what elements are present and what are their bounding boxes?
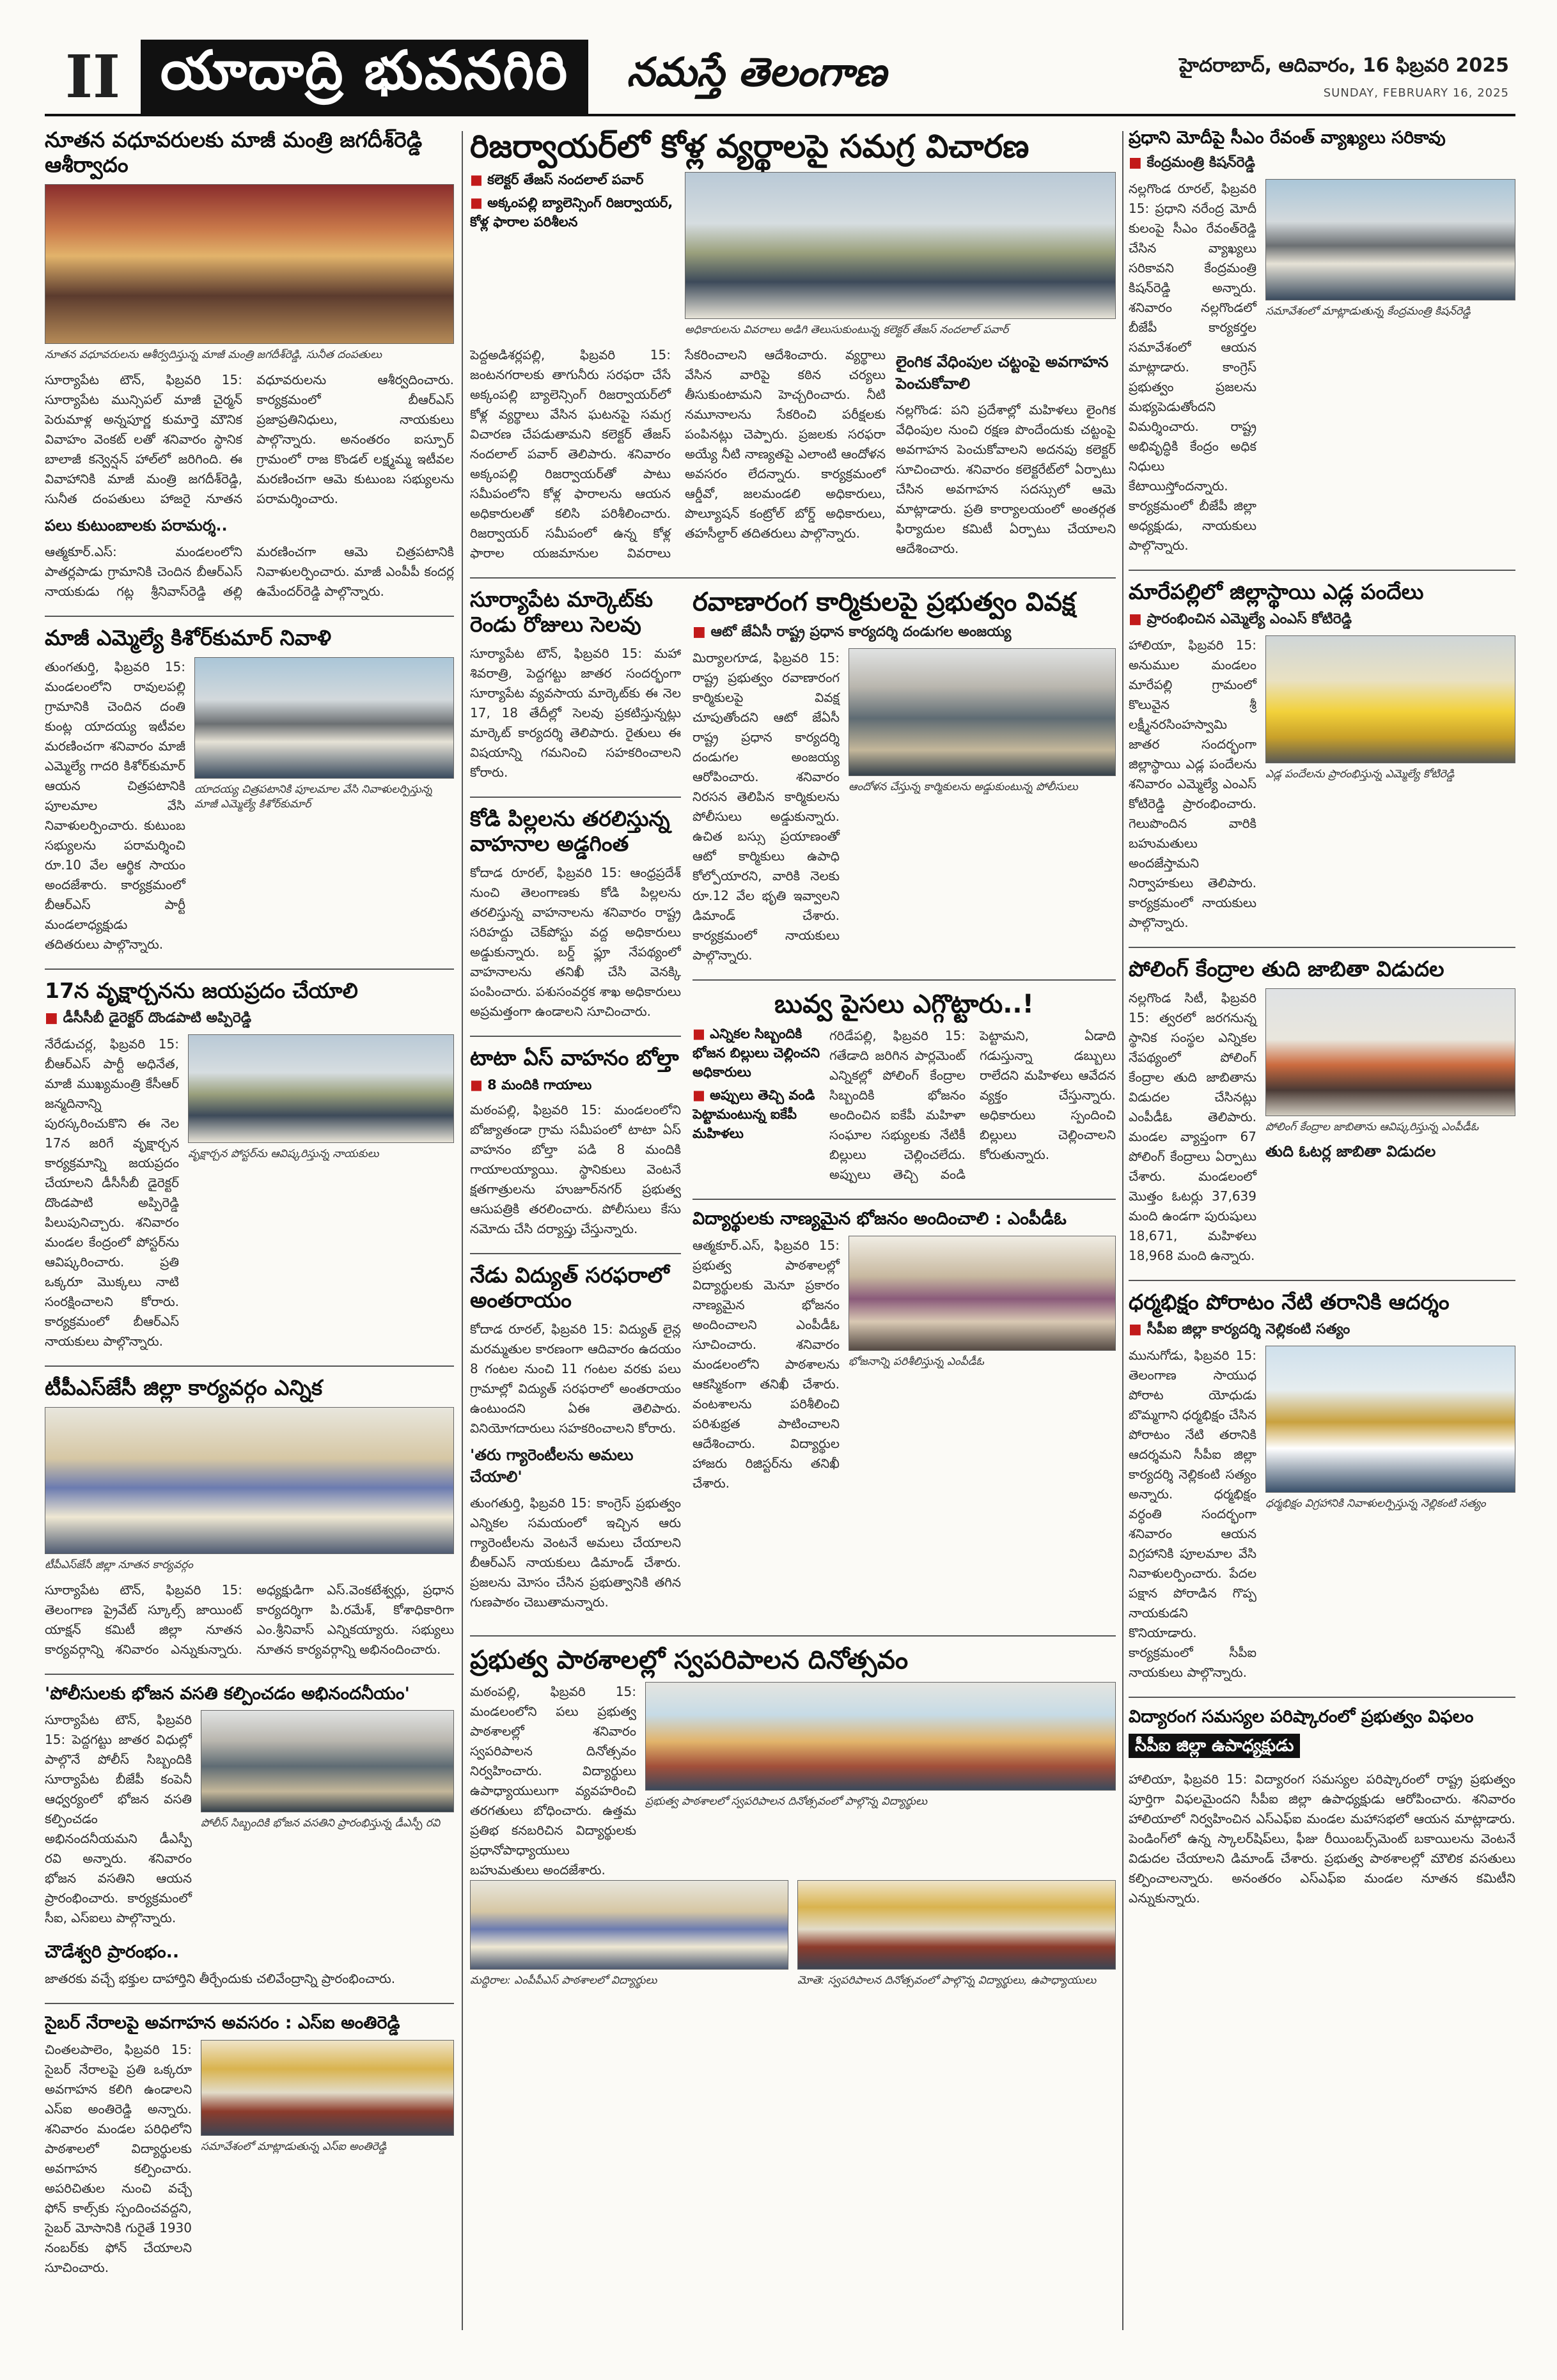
divider: [470, 577, 1116, 579]
headline: విద్యారంగ సమస్యల పరిష్కారంలో ప్రభుత్వం విఫలం: [1129, 1706, 1474, 1727]
headline: ప్రధాని మోదీపై సీఎం రేవంత్ వ్యాఖ్యలు సరికావు: [1129, 128, 1446, 148]
story-body: తుంగతుర్తి, ఫిబ్రవరి 15: మండలంలోని రావులపల్లి గ్రామానికి చెందిన దంతి కుంట్ల యాదయ్య ఇటీవల మరణించగా శనివారం మాజీ ఎమ్మెల్యే గాదరి కిశోర్‌కుమార్ ఆయన చిత్రపటానికి పూలమాల వేసి నివాళులర్పించారు. కుటుంబ సభ్యులను పరామర్శించి రూ.10 వేల ఆర్థిక సాయం అందజేశారు. కార్యక్రమంలో బీఆర్‌ఎస్ పార్టీ మండలాధ్యక్షుడు తదితరులు పాల్గొన్నారు.: [45, 658, 185, 952]
photo-caption: భోజనాన్ని పరిశీలిస్తున్న ఎంపీడీఓ: [849, 1355, 984, 1369]
date-telugu: హైదరాబాద్, ఆదివారం, 16 ఫిబ్రవరి 2025: [1179, 54, 1509, 77]
story-body: పెద్దఅడిశర్లపల్లి, ఫిబ్రవరి 15: జంటనగరాలకు తాగునీరు సరఫరా చేసే అక్కంపల్లి బ్యాలెన్సింగ్ రిజర్వాయర్‌లో కోళ్ల వ్యర్థాలు వేసిన ఘటనపై సమగ్ర విచారణ చేపడుతామని కలెక్టర్ తేజస్ నందలాల్ పవార్ తెలిపారు. శనివారం అక్కంపల్లి రిజర్వాయర్‌తో పాటు సమీపంలోని కోళ్ల ఫారాలను ఆయన అధికారులతో కలిసి పరిశీలించారు. రిజర్వాయర్ సమీపంలో ఉన్న కోళ్ల ఫారాల యజమానుల వివరాలు సేకరించాలని ఆదేశించారు. వ్యర్థాలు వేసిన వారిపై కఠిన చర్యలు తీసుకుంటామని హెచ్చరించారు. నీటి నమూనాలను సేకరించి పరీక్షలకు పంపినట్లు చెప్పారు. ప్రజలకు సరఫరా అయ్యే నీటి నాణ్యతపై ఎలాంటి ఆందోళన అవసరం లేదన్నారు. కార్యక్రమంలో ఆర్డీవో, జలమండలి అధికారులు, పొల్యూషన్ కంట్రోల్ బోర్డ్ అధికారులు, తహసీల్దార్ తదితరులు పాల్గొన్నారు.: [470, 346, 886, 561]
paper-logo: నమస్తే తెలంగాణ: [627, 49, 887, 95]
kicker: ■ అక్కంపల్లి బ్యాలెన్సింగ్ రిజర్వాయర్, కోళ్ల ఫారాల పరిశీలన: [470, 195, 675, 233]
story-body: ఆత్మకూర్.ఎస్: మండలంలోని పాతర్లపాడు గ్రామానికి చెందిన బీఆర్‌ఎస్ నాయకుడు గట్ల శ్రీనివాస్‌రెడ్డి తల్లి మరణించగా ఆమె చిత్రపటానికి నివాళులర్పించారు. మాజీ ఎంపీపీ కందర్ల ఉమేందర్‌రెడ్డి పాల్గొన్నారు.: [45, 543, 454, 599]
poster-photo: [188, 1034, 454, 1143]
story-body: సూర్యాపేట టౌన్, ఫిబ్రవరి 15: తెలంగాణ ప్రైవేట్ స్కూల్స్ జాయింట్ యాక్షన్ కమిటీ జిల్లా నూతన కార్యవర్గాన్ని శనివారం ఎన్నుకున్నారు. అధ్యక్షుడిగా ఎస్.వెంకటేశ్వర్లు, ప్రధాన కార్యదర్శిగా పి.రమేశ్, కోశాధికారిగా ఎం.శ్రీనివాస్ ఎన్నికయ్యారు. సభ్యులు నూతన కార్యవర్గాన్ని అభినందించారు.: [45, 1582, 454, 1657]
wedding-photo: [45, 184, 454, 344]
headline: మాజీ ఎమ్మెల్యే కిశోర్‌కుమార్ నివాళి: [45, 625, 332, 650]
story-chick-vehicles: [470, 807, 681, 1022]
divider: [1129, 570, 1515, 571]
district-banner: యాదాద్రి భువనగిరి: [141, 40, 588, 114]
headline: 17న వృక్షార్చనను జయప్రదం చేయాలి: [45, 978, 358, 1003]
divider: [45, 1365, 454, 1367]
tribute-photo: [194, 657, 454, 779]
side-heading: లైంగిక వేధింపుల చట్టంపై అవగాహన పెంచుకోవాలి: [896, 352, 1109, 393]
kicker: ■ కలెక్టర్ తేజస్ నందలాల్ పవార్: [470, 172, 675, 191]
column-right: [1129, 128, 1515, 1922]
group-photo: [45, 1407, 454, 1554]
column-rule: [1122, 131, 1123, 2330]
headline: చౌడేశ్వరి ప్రారంభం..: [45, 1942, 180, 1963]
story-lead-reservoir: [470, 128, 1116, 563]
protest-photo: [849, 648, 1116, 776]
photo-caption: ధర్మభిక్షం విగ్రహానికి నివాళులర్పిస్తున్న నెల్లికంటి సత్యం: [1265, 1497, 1486, 1510]
story-body: హాలియా, ఫిబ్రవరి 15: విద్యారంగ సమస్యల పరిష్కారంలో రాష్ట్ర ప్రభుత్వం పూర్తిగా విఫలమైందని సీపీఐ జిల్లా ఉపాధ్యక్షుడు ఆరోపించారు. శనివారం హాలియాలో నిర్వహించిన ఎస్‌ఎఫ్‌ఐ మండల మహాసభలో ఆయన మాట్లాడారు. పెండింగ్‌లో ఉన్న స్కాలర్‌షిప్‌లు, ఫీజు రీయింబర్స్‌మెంట్ బకాయిలను వెంటనే విడుదల చేయాలని డిమాండ్ చేశారు. ప్రభుత్వ పాఠశాలల్లో మౌలిక వసతులు కల్పించాలన్నారు. అనంతరం ఎస్‌ఎఫ్‌ఐ మండల నూతన కమిటీని ఎన్నుకున్నారు.: [1129, 1771, 1515, 1906]
lead-headline: రిజర్వాయర్‌లో కోళ్ల వ్యర్థాలపై సమగ్ర విచారణ: [470, 128, 1029, 165]
divider: [45, 1674, 454, 1675]
photo-caption: నూతన వధూవరులను ఆశీర్వదిస్తున్న మాజీ మంత్రి జగదీశ్‌రెడ్డి, సునీత దంపతులు: [45, 348, 382, 361]
story-association: [45, 1376, 454, 1660]
photo-caption: మద్దిరాల: ఎంపీపీఎస్ పాఠశాలలో విద్యార్థులు: [470, 1973, 657, 1987]
side-body: నల్లగొండ: పని ప్రదేశాల్లో మహిళలు లైంగిక వేధింపుల నుంచి రక్షణ పొందేందుకు చట్టంపై అవగాహన పెంచుకోవాలని అదనపు కలెక్టర్ సూచించారు. శనివారం కలెక్టరేట్‌లో ఏర్పాటు చేసిన అవగాహన సదస్సులో ఆమె మాట్లాడారు. ప్రతి కార్యాలయంలో అంతర్గత ఫిర్యాదుల కమిటీ ఏర్పాటు చేయాలని ఆదేశించారు.: [896, 401, 1116, 556]
divider: [45, 2003, 454, 2004]
divider: [1129, 1280, 1515, 1281]
date-english: SUNDAY, FEBRUARY 16, 2025: [1323, 86, 1509, 100]
story-accident: [470, 1046, 681, 1239]
story-body: మిర్యాలగూడ, ఫిబ్రవరి 15: రాష్ట్ర ప్రభుత్వం రవాణారంగ కార్మికులపై వివక్ష చూపుతోందని ఆటో జేఏసీ రాష్ట్ర ప్రధాన కార్యదర్శి దండుగల అంజయ్య ఆరోపించారు. శనివారం నిరసన తెలిపిన కార్మికులను పోలీసులు అడ్డుకున్నారు. ఉచిత బస్సు ప్రయాణంతో ఆటో కార్మికులు ఉపాధి కోల్పోయారని, వారికి నెలకు రూ.12 వేల భృతి ఇవ్వాలని డిమాండ్ చేశారు. కార్యక్రమంలో నాయకులు పాల్గొన్నారు.: [692, 650, 840, 963]
story-vruksharchana: [45, 979, 454, 1351]
subheading: పలు కుటుంబాలకు పరామర్శ..: [45, 516, 228, 534]
story-body: సూర్యాపేట టౌన్, ఫిబ్రవరి 15: సూర్యాపేట మున్సిపల్ మాజీ చైర్మన్ పెరుమాళ్ల అన్నపూర్ణ కుమార్తె మౌనిక వివాహం వెంకట్ లతో శనివారం స్థానిక బాలాజీ కన్వెన్షన్ హాల్‌లో జరిగింది. ఈ వివాహానికి మాజీ మంత్రి జగదీశ్‌రెడ్డి, సునీత దంపతులు హాజరై నూతన వధూవరులను ఆశీర్వదించారు. కార్యక్రమంలో బీఆర్‌ఎస్ ప్రజాప్రతినిధులు, నాయకులు పాల్గొన్నారు. అనంతరం ఐస్పూర్ గ్రామంలో రాజ కొండల్ లక్ష్మమ్మ ఇటీవల మరణించగా ఆమె కుటుంబ సభ్యులను పరామర్శించారు.: [45, 371, 454, 506]
story-body: ఆత్మకూర్.ఎస్, ఫిబ్రవరి 15: ప్రభుత్వ పాఠశాలల్లో విద్యార్థులకు మెనూ ప్రకారం నాణ్యమైన భోజనం అందించాలని ఎంపీడీఓ సూచించారు. శనివారం మండలంలోని పాఠశాలను ఆకస్మికంగా తనిఖీ చేశారు. వంటశాలను పరిశీలించి పరిశుభ్రత పాటించాలని ఆదేశించారు. విద్యార్థుల హాజరు రిజిస్టర్‌ను తనిఖీ చేశారు.: [692, 1238, 840, 1491]
dateline: [1023, 40, 1515, 114]
story-body: సూర్యాపేట టౌన్, ఫిబ్రవరి 15: మహా శివరాత్రి, పెద్దగట్టు జాతర సందర్భంగా సూర్యాపేట వ్యవసాయ మార్కెట్‌కు ఈ నెల 17, 18 తేదీల్లో సెలవు ప్రకటిస్తున్నట్లు మార్కెట్ కార్యదర్శి తెలిపారు. రైతులు ఈ విషయాన్ని గమనించి సహకరించాలని కోరారు.: [470, 645, 681, 780]
headline: నూతన వధూవరులకు మాజీ మంత్రి జగదీశ్‌రెడ్డి ఆశీర్వాదం: [45, 128, 423, 177]
divider: [470, 1036, 681, 1037]
divider: [45, 616, 454, 617]
statue-photo: [1265, 1346, 1515, 1493]
masthead: [45, 40, 1515, 116]
kicker: ■ అప్పులు తెచ్చి వండి పెట్టామంటున్న ఐకేపీ మహిళలు: [692, 1087, 820, 1145]
story-body: సూర్యాపేట టౌన్, ఫిబ్రవరి 15: పెద్దగట్టు జాతర విధుల్లో పాల్గొనే పోలీస్ సిబ్బందికి సూర్యాపేట బీజేపీ కంపెనీ ఆధ్వర్యంలో భోజన వసతి కల్పించడం అభినందనీయమని డీఎస్పీ రవి అన్నారు. శనివారం భోజన వసతిని ఆయన ప్రారంభించారు. కార్యక్రమంలో సీఐ, ఎస్‌ఐలు పాల్గొన్నారు.: [45, 1712, 192, 1926]
photo-caption: యాదయ్య చిత్రపటానికి పూలమాల వేసి నివాళులర్పిస్తున్న మాజీ ఎమ్మెల్యే కిశోర్‌కుమార్: [194, 782, 432, 811]
polling-photo: [1265, 988, 1515, 1116]
photo-caption: టీపీఎస్‌జేసీ జిల్లా నూతన కార్యవర్గం: [45, 1558, 193, 1571]
divider: [1129, 1697, 1515, 1698]
headline: బువ్వ పైసలు ఎగ్గొట్టారు..!: [774, 990, 1034, 1020]
collector-photo: [685, 172, 1116, 319]
photo-caption: ఎడ్ల పందేలను ప్రారంభిస్తున్న ఎమ్మెల్యే కోటిరెడ్డి: [1265, 767, 1455, 781]
story-body: కోదాడ రూరల్, ఫిబ్రవరి 15: ఆంధ్రప్రదేశ్ నుంచి తెలంగాణకు కోడి పిల్లలను తరలిస్తున్న వాహనాలను శనివారం రాష్ట్ర సరిహద్దు చెక్‌పోస్టు వద్ద అధికారులు అడ్డుకున్నారు. బర్డ్ ఫ్లూ నేపథ్యంలో వాహనాలను తనిఖీ చేసి వెనక్కి పంపించారు. పశుసంవర్ధక శాఖ అధికారులు అప్రమత్తంగా ఉండాలని సూచించారు.: [470, 864, 681, 1019]
story-kishan-reddy: [1129, 128, 1515, 556]
divider: [692, 979, 1116, 981]
center-row: [470, 587, 1116, 1626]
headline: టాటా ఏస్ వాహనం బోల్తా: [470, 1045, 679, 1070]
byline-banner: సీపీఐ జిల్లా ఉపాధ్యక్షుడు: [1129, 1734, 1300, 1759]
story-mpdo: [692, 1209, 1116, 1493]
headline: విద్యార్థులకు నాణ్యమైన భోజనం అందించాలి : ఎంపీడీఓ: [692, 1209, 1067, 1229]
story-power-cut: [470, 1263, 681, 1612]
photo-caption: పోలింగ్ కేంద్రాల జాబితాను ఆవిష్కరిస్తున్న ఎంపీడీఓ: [1265, 1120, 1479, 1133]
headline: 'పోలీసులకు భోజన వసతి కల్పించడం అభినందనీయం': [45, 1683, 410, 1704]
photo-caption: వృక్షార్చన పోస్టర్‌ను ఆవిష్కరిస్తున్న నాయకులు: [188, 1147, 379, 1160]
photo-caption: ప్రభుత్వ పాఠశాలలో స్వపరిపాలన దినోత్సవంలో పాల్గొన్న విద్యార్థులు: [645, 1794, 927, 1808]
minister-photo: [1265, 179, 1515, 300]
kicker: ■ ఎన్నికల సిబ్బందికి భోజన బిల్లులు చెల్లించని అధికారులు: [692, 1026, 820, 1084]
story-body: హాలియా, ఫిబ్రవరి 15: అనుముల మండలం మారేపల్లి గ్రామంలో కొలువైన శ్రీ లక్ష్మీనరసింహస్వామి జాతర సందర్భంగా జిల్లాస్థాయి ఎడ్ల పందేలను శనివారం ఎమ్మెల్యే ఎంఎస్ కోటిరెడ్డి ప్రారంభించారు. గెలుపొందిన వారికి బహుమతులు అందజేస్తామని నిర్వాహకులు తెలిపారు. కార్యక్రమంలో నాయకులు పాల్గొన్నారు.: [1129, 637, 1256, 930]
headline: నేడు విద్యుత్ సరఫరాలో అంతరాయం: [470, 1263, 669, 1312]
headline: ధర్మభిక్షం పోరాటం నేటి తరానికి ఆదర్శం: [1129, 1289, 1450, 1314]
subheading: తుది ఓటర్ల జాబితా విడుదల: [1265, 1142, 1436, 1160]
story-wedding: [45, 128, 454, 602]
headline: ప్రభుత్వ పాఠశాలల్లో స్వపరిపాలన దినోత్సవం: [470, 1645, 909, 1675]
byline: ■ సీపీఐ జిల్లా కార్యదర్శి నెల్లికంటి సత్యం: [1129, 1321, 1515, 1341]
headline: రవాణారంగ కార్మికులపై ప్రభుత్వం వివక్ష: [692, 587, 1076, 617]
story-transport-workers: [692, 587, 1116, 965]
page-number: II: [65, 42, 121, 111]
column-center: [470, 128, 1116, 2010]
divider: [692, 1199, 1116, 1200]
story-police-meals: [45, 1684, 454, 1929]
headline: టీపీఎస్‌జేసీ జిల్లా కార్యవర్గం ఎన్నిక: [45, 1375, 323, 1400]
school-photo: [470, 1880, 788, 1970]
story-dharmabhiksham: [1129, 1290, 1515, 1683]
divider: [470, 797, 681, 798]
divider: [45, 968, 454, 970]
story-body: నల్లగొండ రూరల్, ఫిబ్రవరి 15: ప్రధాని నరేంద్ర మోదీ కులంపై సీఎం రేవంత్‌రెడ్డి చేసిన వ్యాఖ్యలు సరికావని కేంద్రమంత్రి కిషన్‌రెడ్డి అన్నారు. శనివారం నల్లగొండలో బీజేపీ కార్యకర్తల సమావేశంలో ఆయన మాట్లాడారు. కాంగ్రెస్ ప్రభుత్వం ప్రజలను మభ్యపెడుతోందని విమర్శించారు. రాష్ట్ర అభివృద్ధికి కేంద్రం అధిక నిధులు కేటాయిస్తోందన్నారు. కార్యక్రమంలో బీజేపీ జిల్లా అధ్యక్షుడు, నాయకులు పాల్గొన్నారు.: [1129, 180, 1256, 553]
headline: సైబర్ నేరాలపై అవగాహన అవసరం : ఎస్‌ఐ అంతిరెడ్డి: [45, 2013, 400, 2034]
photo-caption: సమావేశంలో మాట్లాడుతున్న కేంద్రమంత్రి కిషన్‌రెడ్డి: [1265, 304, 1471, 318]
story-bull-race: [1129, 580, 1515, 933]
story-body: మఠంపల్లి, ఫిబ్రవరి 15: మండలంలోని బోజ్యాతండా గ్రామ సమీపంలో టాటా ఏస్ వాహనం బోల్తా పడి 8 మందికి గాయాలయ్యాయి. స్థానికులు వెంటనే క్షతగాత్రులను హుజూర్‌నగర్ ప్రభుత్వ ఆసుపత్రికి తరలించారు. పోలీసులు కేసు నమోదు చేసి దర్యాప్తు చేస్తున్నారు.: [470, 1101, 681, 1236]
story-cyber: [45, 2013, 454, 2278]
photo-caption: ఆందోళన చేస్తున్న కార్మికులను అడ్డుకుంటున్న పోలీసులు: [849, 781, 1078, 794]
story-body: మునుగోడు, ఫిబ్రవరి 15: తెలంగాణ సాయుధ పోరాట యోధుడు బొమ్మగాని ధర్మభిక్షం చేసిన పోరాటం నేటి తరానికి ఆదర్శమని సీపీఐ జిల్లా కార్యదర్శి నెల్లికంటి సత్యం అన్నారు. ధర్మభిక్షం వర్ధంతి సందర్భంగా శనివారం ఆయన విగ్రహానికి పూలమాల వేసి నివాళులర్పించారు. పేదల పక్షాన పోరాడిన గొప్ప నాయకుడని కొనియాడారు. కార్యక్రమంలో సీపీఐ నాయకులు పాల్గొన్నారు.: [1129, 1347, 1256, 1680]
cyber-photo: [201, 2040, 454, 2136]
story-meal-bills: [692, 990, 1116, 1185]
story-chalivendram: [45, 1942, 454, 1989]
byline: ■ ప్రారంభించిన ఎమ్మెల్యే ఎంఎస్ కోటిరెడ్డి: [1129, 611, 1515, 630]
story-body: నేరేడుచర్ల, ఫిబ్రవరి 15: బీఆర్‌ఎస్ పార్టీ అధినేత, మాజీ ముఖ్యమంత్రి కేసీఆర్ జన్మదినాన్ని పురస్కరించుకొని ఈ నెల 17న జరిగే వృక్షార్చన కార్యక్రమాన్ని జయప్రదం చేయాలని డీసీసీబీ డైరెక్టర్ దొండపాటి అప్పిరెడ్డి పిలుపునిచ్చారు. శనివారం మండల కేంద్రంలో పోస్టర్‌ను ఆవిష్కరించారు. ప్రతి ఒక్కరూ మొక్కలు నాటి సంరక్షించాలని కోరారు. కార్యక్రమంలో బీఆర్‌ఎస్ నాయకులు పాల్గొన్నారు.: [45, 1036, 179, 1349]
divider: [470, 1253, 681, 1254]
headline: సూర్యాపేట మార్కెట్‌కు రెండు రోజులు సెలవు: [470, 587, 653, 637]
story-market-holiday: [470, 587, 681, 782]
column-rule: [462, 131, 463, 2330]
headline: మారేపల్లిలో జిల్లాస్థాయి ఎడ్ల పందేలు: [1129, 579, 1424, 604]
story-body: జాతరకు వచ్చే భక్తుల దాహార్తిని తీర్చేందుకు చలివేంద్రాన్ని ప్రారంభించారు.: [45, 1971, 396, 1987]
subheading: 'తరు గ్యారెంటీలను అమలు చేయాలి': [470, 1445, 634, 1486]
photo-caption: అధికారులను వివరాలు అడిగి తెలుసుకుంటున్న కలెక్టర్ తేజస్ నందలాల్ పవార్: [685, 323, 1009, 336]
story-polling-list: [1129, 957, 1515, 1266]
column-left: [45, 128, 454, 2292]
story-tribute: [45, 626, 454, 954]
police-photo: [201, 1710, 454, 1812]
byline: ■ కేంద్రమంత్రి కిషన్‌రెడ్డి: [1129, 155, 1515, 174]
divider: [470, 1635, 1116, 1637]
meal-photo: [849, 1236, 1116, 1351]
story-body: మఠంపల్లి, ఫిబ్రవరి 15: మండలంలోని పలు ప్రభుత్వ పాఠశాలల్లో శనివారం స్వపరిపాలన దినోత్సవం నిర్వహించారు. విద్యార్థులు ఉపాధ్యాయులుగా వ్యవహరించి తరగతులు బోధించారు. ఉత్తమ ప్రతిభ కనబరిచిన విద్యార్థులకు ప్రధానోపాధ్యాయులు బహుమతులు అందజేశారు.: [470, 1683, 636, 1878]
story-self-governance-day: [470, 1645, 1116, 1996]
photo-caption: సమావేశంలో మాట్లాడుతున్న ఎస్‌ఐ అంతిరెడ్డి: [201, 2140, 387, 2154]
photo-caption: మోతె: స్వపరిపాలన దినోత్సవంలో పాల్గొన్న విద్యార్థులు, ఉపాధ్యాయులు: [797, 1973, 1097, 1987]
story-body: నల్లగొండ సిటీ, ఫిబ్రవరి 15: త్వరలో జరగనున్న స్థానిక సంస్థల ఎన్నికల నేపథ్యంలో పోలింగ్ కేంద్రాల తుది జాబితాను విడుదల చేసినట్లు ఎంపీడీఓ తెలిపారు. మండల వ్యాప్తంగా 67 పోలింగ్ కేంద్రాలు ఏర్పాటు చేశారు. మండలంలో మొత్తం ఓటర్లు 37,639 మంది ఉండగా పురుషులు 18,671, మహిళలు 18,968 మంది ఉన్నారు.: [1129, 990, 1256, 1263]
divider: [1129, 947, 1515, 948]
headline: కోడి పిల్లలను తరలిస్తున్న వాహనాల అడ్డగింత: [470, 806, 670, 856]
byline: ■ డీసీసీబీ డైరెక్టర్ దొండపాటి అప్పిరెడ్డి: [45, 1010, 454, 1029]
story-education: [1129, 1707, 1515, 1909]
story-body: తుంగతుర్తి, ఫిబ్రవరి 15: కాంగ్రెస్ ప్రభుత్వం ఎన్నికల సమయంలో ఇచ్చిన ఆరు గ్యారెంటీలను వెంటనే అమలు చేయాలని బీఆర్‌ఎస్ నాయకులు డిమాండ్ చేశారు. ప్రజలను మోసం చేసిన ప్రభుత్వానికి తగిన గుణపాఠం చెబుతామన్నారు.: [470, 1495, 681, 1610]
kicker: ■ 8 మందికి గాయాలు: [470, 1077, 681, 1096]
photo-caption: పోలీస్ సిబ్బందికి భోజన వసతిని ప్రారంభిస్తున్న డీఎస్పీ రవి: [201, 1817, 441, 1830]
byline: ■ ఆటో జేఏసీ రాష్ట్ర ప్రధాన కార్యదర్శి దండుగల అంజయ్య: [692, 624, 1116, 643]
story-body: గరిడేపల్లి, ఫిబ్రవరి 15: గతేడాది జరిగిన పార్లమెంట్ ఎన్నికల్లో పోలింగ్ కేంద్రాల సిబ్బందికి భోజనం అందించిన ఐకేపీ మహిళా సంఘాల సభ్యులకు నేటికీ బిల్లులు చెల్లించలేదు. అప్పులు తెచ్చి వండి పెట్టామని, ఏడాది గడుస్తున్నా డబ్బులు రాలేదని మహిళలు ఆవేదన వ్యక్తం చేస్తున్నారు. అధికారులు స్పందించి బిల్లులు చెల్లించాలని కోరుతున్నారు.: [829, 1028, 1116, 1183]
school-photo: [645, 1682, 1116, 1791]
bull-race-photo: [1265, 635, 1515, 763]
school-photo: [797, 1880, 1116, 1970]
headline: పోలింగ్ కేంద్రాల తుది జాబితా విడుదల: [1129, 956, 1444, 981]
story-body: చింతలపాలెం, ఫిబ్రవరి 15: సైబర్ నేరాలపై ప్రతి ఒక్కరూ అవగాహన కలిగి ఉండాలని ఎస్‌ఐ అంతిరెడ్డి అన్నారు. శనివారం మండల పరిధిలోని పాఠశాలలో విద్యార్థులకు అవగాహన కల్పించారు. అపరిచితుల నుంచి వచ్చే ఫోన్ కాల్స్‌కు స్పందించవద్దని, సైబర్ మోసానికి గురైతే 1930 నంబర్‌కు ఫోన్ చేయాలని సూచించారు.: [45, 2042, 192, 2276]
story-body: కోదాడ రూరల్, ఫిబ్రవరి 15: విద్యుత్ లైన్ల మరమ్మతుల కారణంగా ఆదివారం ఉదయం 8 గంటల నుంచి 11 గంటల వరకు పలు గ్రామాల్లో విద్యుత్ సరఫరాలో అంతరాయం ఉంటుందని ఏఈ తెలిపారు. వినియోగదారులు సహకరించాలని కోరారు.: [470, 1321, 681, 1436]
